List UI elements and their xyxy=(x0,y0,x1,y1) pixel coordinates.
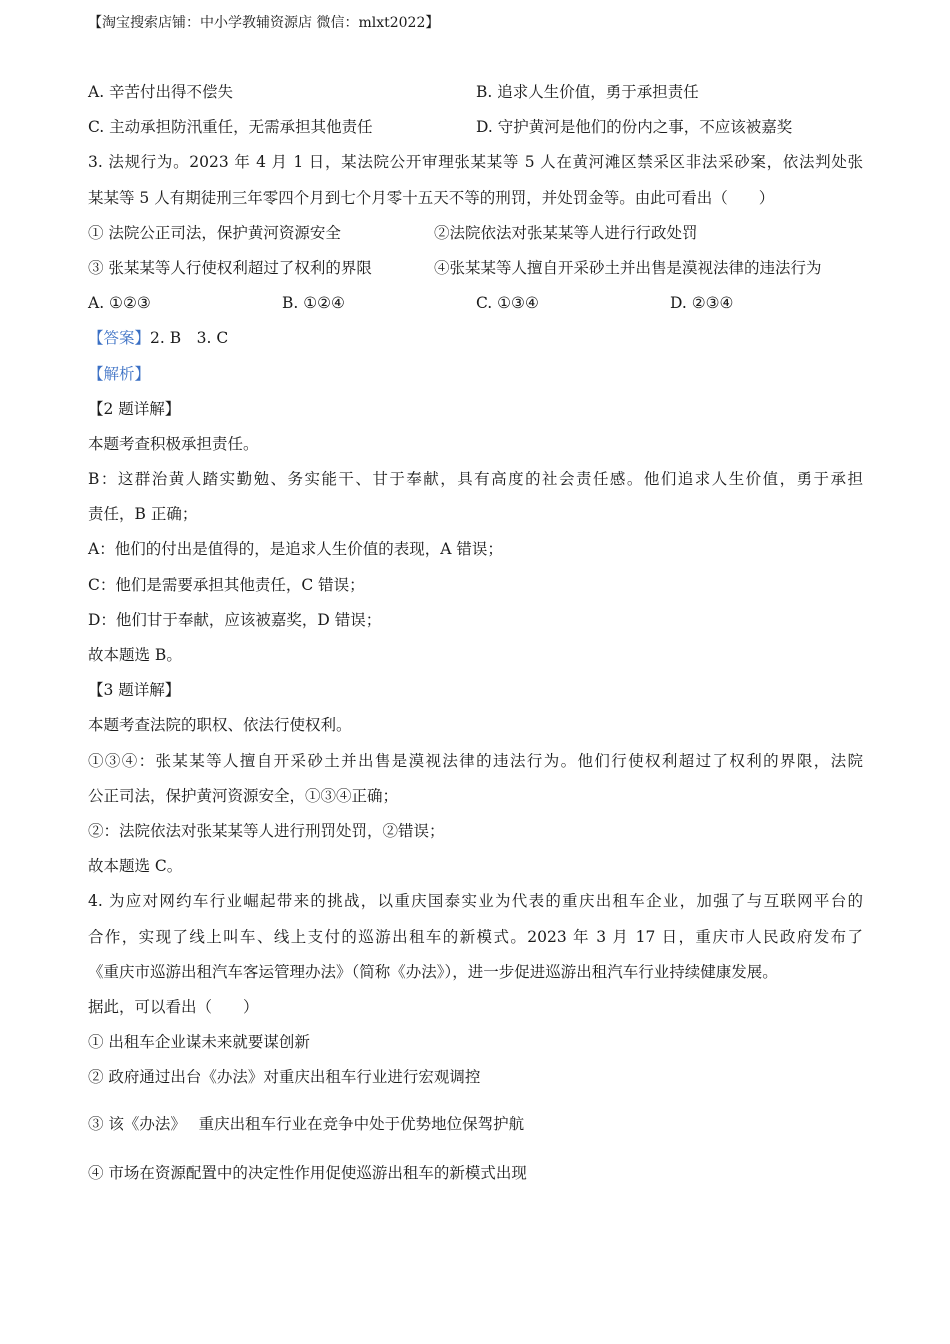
q4-stem-line-3: 《重庆市巡游出租汽车客运管理办法》（简称《办法》），进一步促进巡游出租汽车行业持续健康发展。 xyxy=(88,962,778,981)
q2-option-c: C. 主动承担防汛重任，无需承担其他责任 xyxy=(88,118,373,137)
q3-stem-line-1: 3. 法规行为。2023 年 4 月 1 日，某法院公开审理张某某等 5 人在黄河滩区禁采区非法采砂案，依法判处张 xyxy=(88,153,863,172)
q4-item-3: ③ 该《办法》 重庆出租车行业在竞争中处于优势地位保驾护航 xyxy=(88,1115,525,1134)
detail2-line-7: 故本题选 B。 xyxy=(88,646,182,664)
answer-line xyxy=(88,323,863,358)
answer-label: 【答案】 xyxy=(88,329,151,348)
detail2-line-2: B：这群治黄人踏实勤勉、务实能干、甘于奉献，具有高度的社会责任感。他们追求人生价值，勇于承担 xyxy=(88,470,863,489)
answer-text: 2. B 3. C xyxy=(150,329,229,348)
detail2-line-1: 本题考查积极承担责任。 xyxy=(88,434,259,453)
detail2-line-3: 责任，B 正确； xyxy=(88,505,198,524)
q2-option-d: D. 守护黄河是他们的份内之事，不应该被嘉奖 xyxy=(476,118,793,137)
q4-item-4: ④ 市场在资源配置中的决定性作用促使巡游出租车的新模式出现 xyxy=(88,1163,527,1182)
q3-option-a: A. ①②③ xyxy=(88,294,151,313)
q2-option-b: B. 追求人生价值，勇于承担责任 xyxy=(476,83,699,101)
q3-stem-line-2: 某某等 5 人有期徒刑三年零四个月到七个月零十五天不等的刑罚，并处罚金等。由此可看出（ ） xyxy=(88,188,775,207)
analysis-label: 【解析】 xyxy=(88,364,151,383)
detail3-line-1: 本题考查法院的职权、依法行使权利。 xyxy=(88,716,352,735)
detail3-title: 【3 题详解】 xyxy=(88,681,181,700)
document-body xyxy=(88,77,863,1193)
q2-option-a: A. 辛苦付出得不偿失 xyxy=(88,83,234,101)
q2-options-row-1 xyxy=(88,77,863,112)
q3-option-d: D. ②③④ xyxy=(670,294,734,313)
q3-items-row-1 xyxy=(88,218,863,253)
detail3-line-4: ②：法院依法对张某某等人进行刑罚处罚，②错误； xyxy=(88,821,445,840)
q3-items-row-2 xyxy=(88,253,863,288)
analysis-line xyxy=(88,359,863,394)
q4-item-1: ① 出租车企业谋未来就要谋创新 xyxy=(88,1033,310,1052)
q2-options-row-2 xyxy=(88,112,863,147)
q4-item-2: ② 政府通过出台《办法》对重庆出租车行业进行宏观调控 xyxy=(88,1068,481,1087)
detail3-line-2: ①③④：张某某等人擅自开采砂土并出售是漠视法律的违法行为。他们行使权利超过了权利的界限，法院 xyxy=(88,751,863,770)
q3-item-3: ③ 张某某等人行使权利超过了权利的界限 xyxy=(88,258,372,277)
q3-options-row xyxy=(88,288,863,323)
detail3-line-5: 故本题选 C。 xyxy=(88,857,183,876)
detail2-line-6: D：他们甘于奉献，应该被嘉奖，D 错误； xyxy=(88,610,382,629)
q3-item-2: ②法院依法对张某某等人进行行政处罚 xyxy=(434,223,698,242)
detail3-line-3: 公正司法，保护黄河资源安全，①③④正确； xyxy=(88,786,399,805)
detail2-line-5: C：他们是需要承担其他责任，C 错误； xyxy=(88,575,365,594)
page-header: 【淘宝搜索店铺：中小学教辅资源店 微信：mlxt2022】 xyxy=(88,15,440,31)
q3-option-b: B. ①②④ xyxy=(282,294,345,313)
q3-item-1: ① 法院公正司法，保护黄河资源安全 xyxy=(88,223,341,242)
q3-option-c: C. ①③④ xyxy=(476,294,539,313)
q3-item-4: ④张某某等人擅自开采砂土并出售是漠视法律的违法行为 xyxy=(434,258,822,277)
q4-stem-line-4: 据此，可以看出（ ） xyxy=(88,997,259,1016)
detail2-line-4: A：他们的付出是值得的，是追求人生价值的表现，A 错误； xyxy=(88,540,503,559)
q4-stem-line-1: 4. 为应对网约车行业崛起带来的挑战，以重庆国泰实业为代表的重庆出租车企业，加强了与互联网平台的 xyxy=(88,892,863,911)
detail2-title: 【2 题详解】 xyxy=(88,399,181,418)
q4-stem-line-2: 合作，实现了线上叫车、线上支付的巡游出租车的新模式。2023 年 3 月 17 日，重庆市人民政府发布了 xyxy=(88,927,863,946)
